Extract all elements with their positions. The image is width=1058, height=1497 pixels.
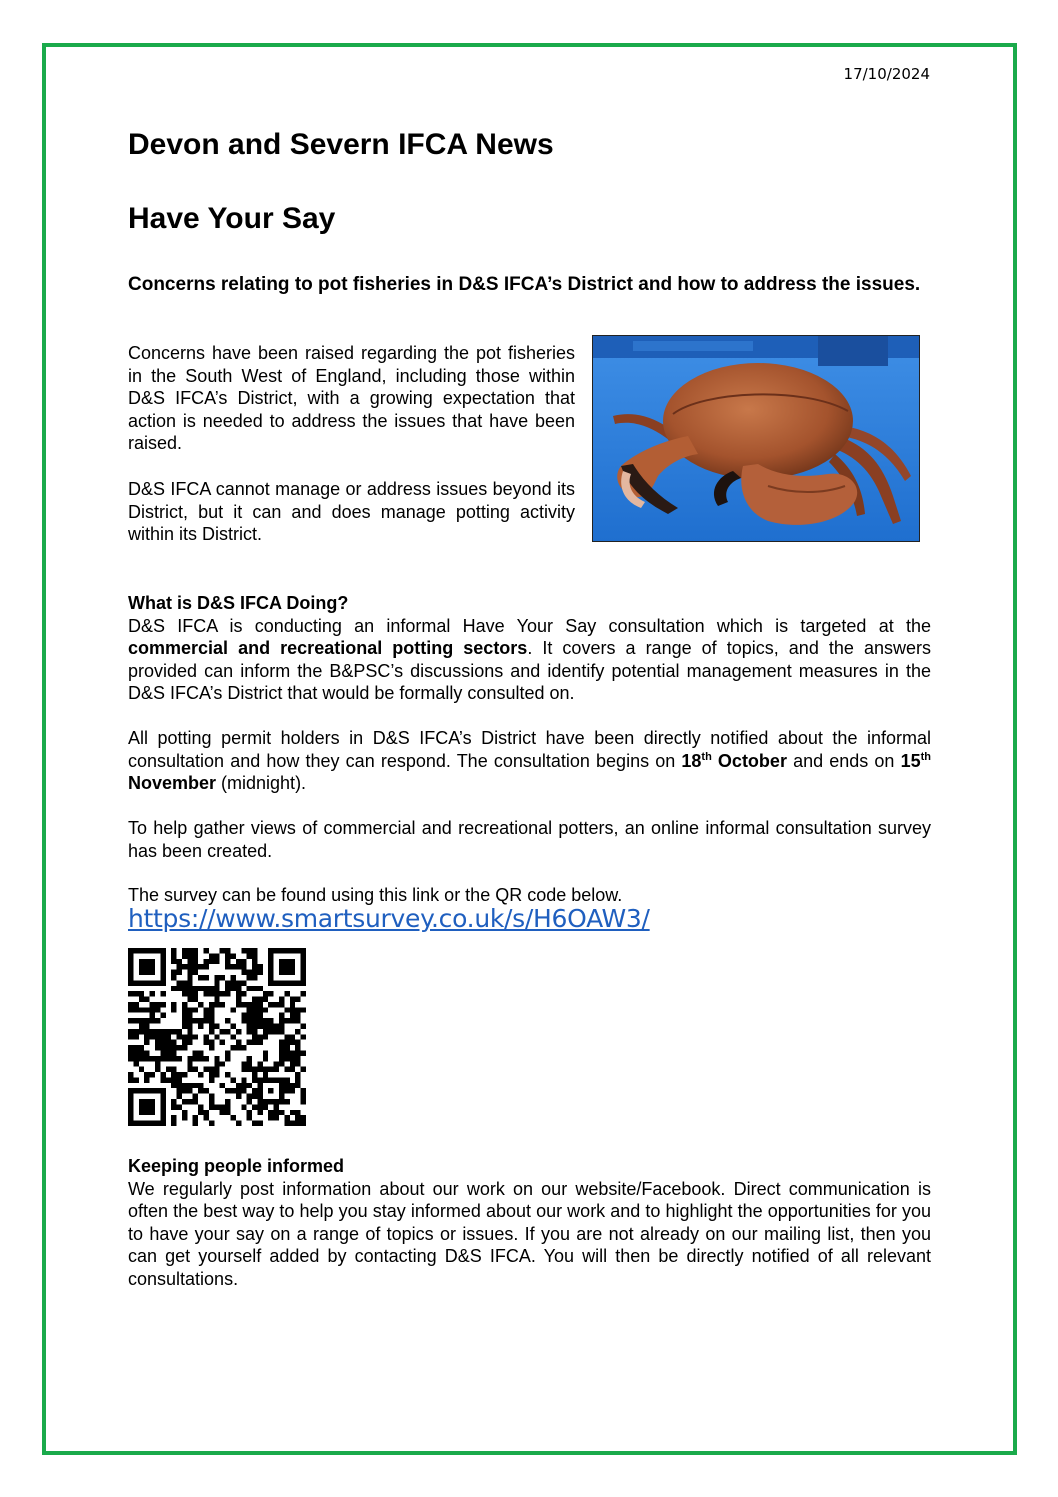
crab-photo: [592, 335, 920, 542]
page-title: Devon and Severn IFCA News: [128, 128, 554, 161]
start-date: [681, 751, 787, 771]
doing-paragraph-1: [128, 615, 931, 705]
informed-section: [128, 1155, 931, 1291]
start-day-suffix: th: [701, 750, 712, 763]
qr-code[interactable]: [128, 948, 306, 1126]
doing-paragraph-4: The survey can be found using this link or the QR code below.: [128, 885, 623, 905]
crab-illustration: [593, 336, 919, 541]
qr-code-graphic: [128, 948, 306, 1126]
doing-p2-text-c: (midnight).: [216, 773, 307, 794]
survey-link[interactable]: https://www.smartsurvey.co.uk/s/H6OAW3/: [128, 904, 650, 933]
document-date: 17/10/2024: [843, 65, 930, 83]
intro-paragraph-1: Concerns have been raised regarding the pot fisheries in the South West of England, including those within D&S IFCA’s District, with a growing expectation that action is needed to address the issues that have been raised.: [128, 343, 575, 454]
start-day: 18: [681, 750, 702, 771]
intro-text: [128, 342, 575, 569]
dates-paragraph-block: [128, 727, 931, 795]
doing-p1-text-b: . It covers a range of topics, and the answers provided can inform the B&PSC’s discussions and identify potential management measures in the D&S IFCA’s District that would be formally consulted on.: [128, 638, 931, 704]
end-day: 15: [900, 750, 921, 771]
informed-heading: Keeping people informed: [128, 1156, 345, 1176]
doing-paragraph-2: [128, 727, 931, 795]
intro-paragraph-2: D&S IFCA cannot manage or address issues beyond its District, but it can and does manage potting activity within its District.: [128, 478, 575, 545]
doing-paragraph-3: To help gather views of commercial and recreational potters, an online informal consultation survey has been created.: [128, 818, 931, 861]
doing-p1-bold: commercial and recreational potting sectors: [128, 638, 528, 659]
doing-section: [128, 592, 931, 705]
end-day-suffix: th: [920, 750, 931, 763]
survey-intro-block: [128, 817, 931, 862]
doing-p2-text-a: All potting permit holders in D&S IFCA’s District have been directly notified about the informal consultation and how they can respond. The consultation begins on: [128, 728, 931, 771]
informed-paragraph: We regularly post information about our work on our website/Facebook. Direct communication is often the best way to help you stay informed about our work and to highlight the opportunities for you to have your say on a range of topics or issues. If you are not already on our mailing list, then you can get yourself added by contacting D&S IFCA. You will then be directly notified of all relevant consultations.: [128, 1178, 931, 1289]
end-month: November: [128, 773, 217, 794]
article-subheading: Concerns relating to pot fisheries in D&S IFCA’s District and how to address the issues.: [128, 274, 921, 295]
doing-p2-text-b: and ends on: [786, 750, 901, 771]
doing-heading: What is D&S IFCA Doing?: [128, 593, 349, 613]
doing-p1-text-a: D&S IFCA is conducting an informal Have Your Say consultation which is targeted at the: [128, 615, 931, 636]
start-month: October: [711, 750, 787, 771]
page-subtitle: Have Your Say: [128, 202, 336, 235]
